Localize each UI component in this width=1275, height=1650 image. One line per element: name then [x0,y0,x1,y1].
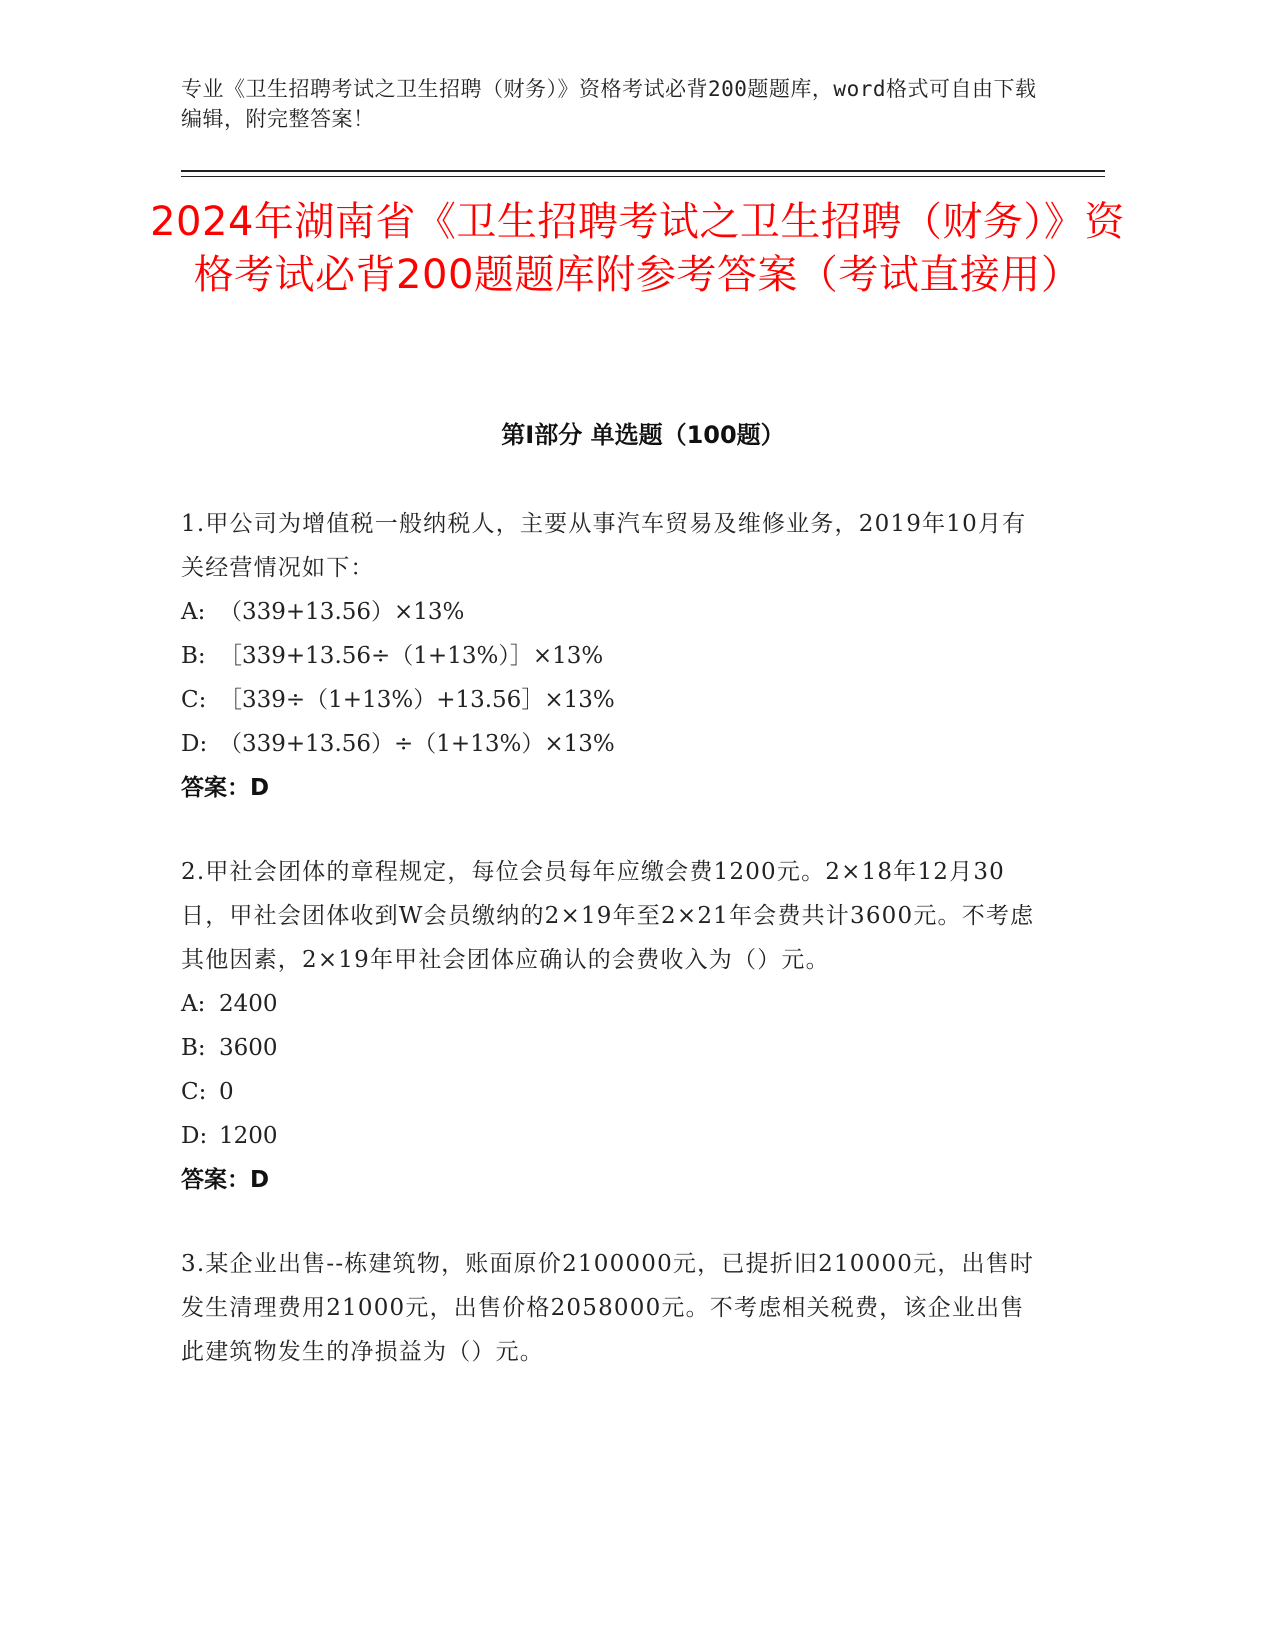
option-text: ［339+13.56÷（1+13%）］×13% [219,643,604,669]
option-key: A: [181,991,206,1017]
question-text: 3.某企业出售--栋建筑物，账面原价2100000元，已提折旧210000元，出售时发生清理费用21000元，出售价格2058000元。不考虑相关税费，该企业出售此建筑物发生的净损益为（）元。 [181,1251,1035,1365]
option-key: A: [181,599,206,625]
option-key: C: [181,1079,207,1105]
option-c [181,1070,1041,1114]
header-divider-thick [181,170,1105,172]
option-c [181,678,1041,722]
option-key: D: [181,731,208,757]
question-2 [181,850,1041,1202]
answer: 答案：D [181,775,270,801]
question-text: 2.甲社会团体的章程规定，每位会员每年应缴会费1200元。2×18年12月30日，甲社会团体收到W会员缴纳的2×19年至2×21年会费共计3600元。不考虑其他因素，2×19年甲社会团体应确认的会费收入为（）元。 [181,859,1035,973]
option-b [181,634,1041,678]
option-a [181,982,1041,1026]
option-d [181,1114,1041,1158]
question-3 [181,1242,1041,1374]
question-1 [181,502,1041,810]
option-b [181,1026,1041,1070]
option-a [181,590,1041,634]
option-key: B: [181,1035,206,1061]
header-divider-thin [181,176,1105,177]
question-list [181,502,1041,1414]
answer: 答案：D [181,1167,270,1193]
option-text: 1200 [219,1123,278,1149]
option-text: （339+13.56）÷（1+13%）×13% [219,731,615,757]
document-title: 2024年湖南省《卫生招聘考试之卫生招聘（财务）》资格考试必背200题题库附参考答案（考试直接用） [150,199,1125,298]
option-key: C: [181,687,207,713]
option-d [181,722,1041,766]
section-title: 第I部分 单选题（100题） [501,421,785,449]
option-text: 0 [219,1079,234,1105]
header-note: 专业《卫生招聘考试之卫生招聘（财务）》资格考试必背200题题库，word格式可自由下载编辑，附完整答案！ [181,77,1037,131]
option-text: ［339÷（1+13%）+13.56］×13% [219,687,615,713]
option-key: D: [181,1123,208,1149]
question-text: 1.甲公司为增值税一般纳税人，主要从事汽车贸易及维修业务，2019年10月有关经营情况如下： [181,511,1027,581]
option-key: B: [181,643,206,669]
option-text: 3600 [219,1035,278,1061]
option-text: （339+13.56）×13% [219,599,465,625]
option-text: 2400 [219,991,278,1017]
